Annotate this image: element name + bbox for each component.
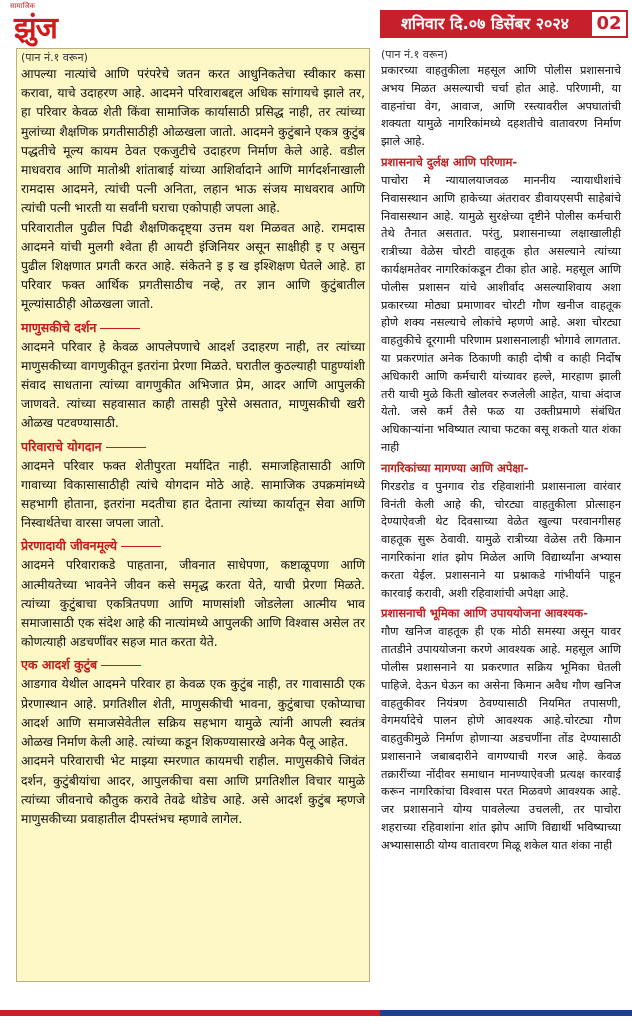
section-heading: नागरिकांच्या मागण्या आणि अपेक्षा- <box>381 460 529 475</box>
article-paragraph: आदमने परिवार फक्त शेतीपुरता मर्यादित नाही. समाजहितासाठी आणि गावाच्या विकासासाठीही त्यांचे योगदान मोठे आहे. सामाजिक उपक्रमांमध्ये सहभागी होताना, इतरांना मदतीचा हात देताना त्यांच्या कार्यातून सेवा आणि निस्वार्थतेचा वारसा जपला जातो. <box>21 458 365 531</box>
article-paragraph: प्रकारच्या वाहतुकीला महसूल आणि पोलीस प्रशासनाचे अभय मिळत असल्याची चर्चा होत आहे. परिणामी, या वाहनांचा वेग, आवाज, आणि रस्त्यावरील अपघातांची शक्यता यामुळे नागरिकांमध्ये दहशतीचे वातावरण निर्माण झाले आहे. <box>381 64 621 149</box>
section-heading: प्रशासनाची भूमिका आणि उपाययोजना आवश्यक- <box>381 606 588 621</box>
continued-note: (पान नं.१ वरून) <box>21 51 88 64</box>
page-number: 02 <box>590 10 628 38</box>
article-paragraph: आपल्या नात्यांचे आणि परंपरेचे जतन करत आधुनिकतेचा स्वीकार कसा करावा, याचे उदाहरण आहे. आदमने परिवाराबद्दल अधिक सांगायचे झाले तर, हा परिवार केवळ शेती किंवा सामाजिक कार्यासाठी प्रसिद्ध नाही, तर त्यांच्या मुलांच्या शैक्षणिक प्रगतीसाठीही ओळखला जातो. आदमने कुटुंबाने एकत्र कुटुंब पद्धतीचे मूल्य कायम ठेवत एकजुटीचे उदाहरण निर्माण केले आहे. वडील माधवराव आणि मातोश्री शांताबाई यांच्या आशिर्वादाने आणि मार्गदर्शनाखाली रामदास आदमने, त्यांची पत्नी अनिता, लहान भाऊ संजय माधवराव आणि त्यांची पत्नी भारती या सर्वांनी घराचा एकोपाही जपला आहे. <box>21 67 365 216</box>
footer-bar <box>0 1000 632 1024</box>
article-paragraph: पाचोरा मे न्यायालयाजवळ माननीय न्यायाधीशांचे निवासस्थान आणि हाकेच्या अंतरावर डीवायएसपी साहेबांचे निवासस्थान आहे. यामुळे सुरक्षेच्या दृष्टीने पोलीस कर्मचारी तेथे तैनात असतात. परंतु, प्रशासनाच्या लक्षाखालीही रात्रीच्या वेळेस चोरटी वाहतूक होत असल्याने त्यांच्या कार्यक्षमतेवर नागरिकांकडून टीका होत आहे. महसूल आणि पोलीस प्रशासन यांचे आशीर्वाद असल्याशिवाय अशा प्रकारच्या मोठ्या प्रमाणावर चोरटी गौण खनीज वाहतूक होणे शक्य नसल्याचे लोकांचे म्हणणे आहे. अशा चोरट्या वाहतुकीचे दूरगामी परिणाम प्रशासनालाही भोगावे लागतात. या प्रकरणांत अनेक ठिकाणी काही दोषी व काही निर्दोष अधिकारी आणि कर्मचारी यांच्यावर हल्ले, मारहाण झाली तरी याची मुळे किती खोलवर रुजलेली आहेत, याचा अंदाज येतो. जसे कर्म तैसे फळ या उक्तीप्रमाणे संबंधित अधिकाऱ्यांना भविष्यात त्याचा फटका बसू शकतो यात शंका नाही <box>381 173 621 454</box>
footer-bar-red <box>0 1010 380 1016</box>
masthead-title: झुंज <box>14 11 57 46</box>
article-paragraph: आदमने परिवाराकडे पाहताना, जीवनात साधेपणा, कष्टाळूपणा आणि आत्मीयतेच्या भावनेने जीवन कसे समृद्ध करता येते, याची प्रेरणा मिळते. त्यांच्या कुटुंबाचा एकत्रितपणा आणि माणसांशी जोडलेला आत्मीय भाव समाजासाठी एक संदेश आहे की नात्यांमध्ये आपुलकी आणि विश्वास असेल तर कोणत्याही अडचणींवर सहज मात करता येते. <box>21 558 365 650</box>
section-heading: माणुसकीचे दर्शन <box>21 317 365 338</box>
article-paragraph: आदमने परिवार हे केवळ आपलेपणाचे आदर्श उदाहरण नाही, तर त्यांच्या माणुसकीच्या वागणुकीतून इतरांना प्रेरणा मिळते. घरातील कुठल्याही पाहुण्यांशी संवाद साधताना त्यांच्या वागणुकीत अभिजात प्रेम, आदर आणि आपुलकी जाणवते. त्यांच्या सहवासात काही तासही पुरेसे असतात, माणुसकीची खरी ओळख पटवण्यासाठी. <box>21 339 365 431</box>
section-heading: प्रेरणादायी जीवनमूल्ये <box>21 535 365 556</box>
article-paragraph: परिवारातील पुढील पिढी शैक्षणिकदृष्ट्या उत्तम यश मिळवत आहे. रामदास आदमने यांची मुलगी श्वेता ही आयटी इंजिनियर असून साक्षीही इ ए असुन पुढील शिक्षणात प्रगती करत आहे. संकेतने इ इ ख इश्शिक्षण घेतले आहे. हा परिवार फक्त आर्थिक प्रगतीसाठीच नव्हे, तर ज्ञान आणि कुटुंबातील मूल्यांसाठीही ओळखला जातो. <box>21 220 365 312</box>
masthead-tagline: सामाजिक <box>10 2 35 10</box>
left-article-column <box>16 48 370 982</box>
article-paragraph: आडगाव येथील आदमने परिवार हा केवळ एक कुटुंब नाही, तर गावासाठी एक प्रेरणास्थान आहे. प्रगतिशील शेती, माणुसकीची भावना, कुटुंबाचा एकोप्याचा आदर्श आणि समाजसेवेतील सक्रिय सहभाग यामुळे त्यांनी आपली स्वतंत्र ओळख निर्माण केली आहे. त्यांच्या कडून शिकण्यासारखे अनेक पैलू आहेत. <box>21 677 365 750</box>
issue-date: शनिवार दि.०७ डिसेंबर २०२४ <box>380 10 590 38</box>
section-heading: एक आदर्श कुटुंब <box>21 654 365 675</box>
footer-bar-blue <box>380 1010 632 1016</box>
continued-note: (पान नं.१ वरून) <box>381 48 448 61</box>
masthead-logo <box>4 2 124 46</box>
article-paragraph: गिरडरोड व पुनगाव रोड रहिवाशांनी प्रशासनाला वारंवार विनंती केली आहे की, चोरट्या वाहतुकीला प्रोत्साहन देण्याऐवजी थेट दिवसाच्या वेळेत खुल्या परवानगीसह वाहतूक सुरू ठेवावी. यामुळे रात्रीच्या वेळेस तरी किमान नागरिकांना शांत झोप मिळेल आणि विद्यार्थ्यांना अभ्यास करता येईल. प्रशासनाने या प्रश्नाकडे गांभीर्याने पाहून कारवाई करावी, अशी रहिवाशांची अपेक्षा आहे. <box>381 479 621 600</box>
right-article-column <box>379 48 623 992</box>
section-heading: प्रशासनाचे दुर्लक्ष आणि परिणाम- <box>381 154 518 169</box>
article-paragraph: गौण खनिज वाहतूक ही एक मोठी समस्या असून यावर तातडीने उपाययोजना करणे आवश्यक आहे. महसूल आणि पोलीस प्रशासनाने या प्रकरणात सक्रिय भूमिका घेतली पाहिजे. देऊन घेऊन का असेना किमान अवैध गौण खनिज वाहतुकीवर नियंत्रण ठेवण्यासाठी नियमित तपासणी, वेगमर्यादेचे पालन होणे आवश्यक आहे.चोरट्या गौण वाहतुकीमुळे निर्माण होणाऱ्या अडचणींना तोंड देण्यासाठी प्रशासनाने जबाबदारीने वागण्याची गरज आहे. केवळ तक्रारींच्या नोंदीवर समाधान मानण्याऐवजी प्रत्यक्ष कारवाई करून नागरिकांचा विश्वास परत मिळवणे आवश्यक आहे. जर प्रशासनाने योग्य पावलेल्या उचलली, तर पाचोरा शहराच्या रहिवाशांना शांत झोप आणि विद्यार्थी भविष्याच्या अभ्यासासाठी योग्य वातावरण मिळू शकेल यात शंका नाही <box>381 625 621 852</box>
section-heading: परिवाराचे योगदान <box>21 436 365 457</box>
article-paragraph: आदमने परिवाराची भेट माझ्या स्मरणात कायमची राहील. माणुसकीचे जिवंत दर्शन, कुटुंबीयांचा आदर, आपुलकीचा वसा आणि प्रगतिशील विचार यामुळे त्यांच्या जीवनाचे कौतुक करावे तेवढे थोडेच आहे. असे आदर्श कुटुंब म्हणजे माणुसकीच्या प्रवाहातील दीपस्तंभच म्हणावे लागेल. <box>21 754 365 826</box>
page-header <box>0 0 632 44</box>
